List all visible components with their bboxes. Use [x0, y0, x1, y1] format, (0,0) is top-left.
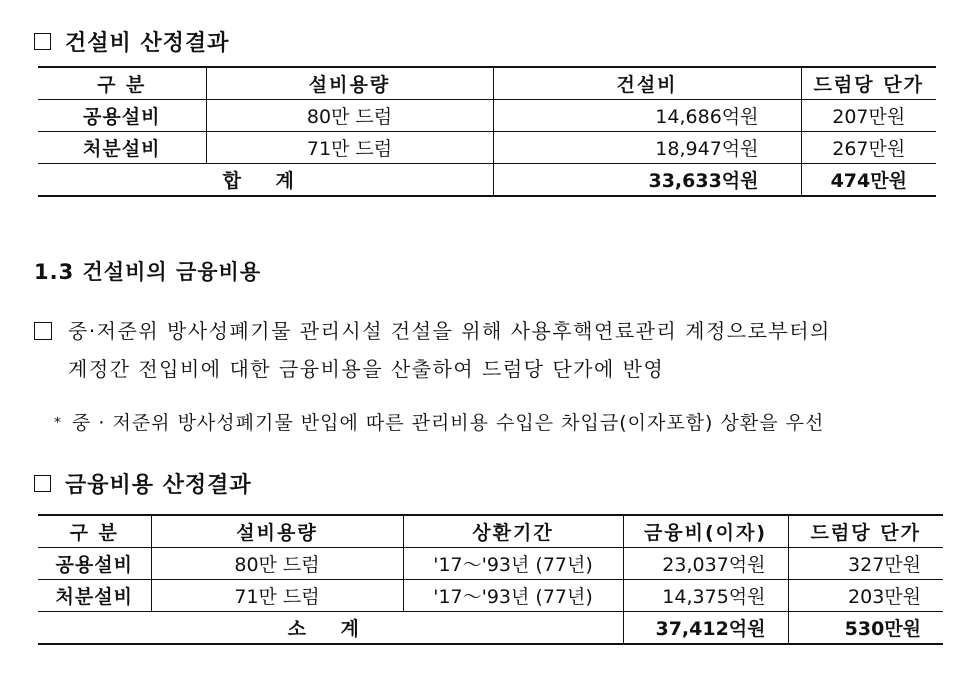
column-header: 설비용량: [206, 67, 493, 100]
section3-heading-text: 금융비용 산정결과: [65, 473, 252, 498]
table-cell: 14,686억원: [493, 100, 801, 132]
table-row: [38, 100, 936, 132]
section-title: 1.3 건설비의 금융비용: [34, 260, 262, 284]
column-header: 상환기간: [403, 515, 623, 548]
table-cell: 71만 드럼: [206, 132, 493, 164]
paragraph-text: 중·저준위 방사성폐기물 관리시설 건설을 위해 사용후핵연료관리 계정으로부터의: [68, 319, 831, 343]
financing-cost-table: [38, 514, 943, 645]
table-row: [38, 132, 936, 164]
paragraph-line: [34, 350, 831, 388]
checkbox-square-icon: [34, 475, 51, 492]
total-unit-price: 530만원: [788, 612, 943, 645]
table-row: [38, 548, 943, 580]
checkbox-square-icon: [34, 322, 52, 340]
paragraph-text: 계정간 전입비에 대한 금융비용을 산출하여 드럼당 단가에 반영: [68, 357, 665, 381]
table-cell: '17～'93년 (77년): [403, 548, 623, 580]
table-row: [38, 580, 943, 612]
table-cell: 203만원: [788, 580, 943, 612]
row-label: 처분설비: [38, 132, 206, 164]
total-unit-price: 474만원: [801, 164, 936, 197]
section3-heading: [34, 468, 252, 499]
column-header: 건설비: [493, 67, 801, 100]
checkbox-square-icon: [34, 33, 51, 50]
table-cell: 71만 드럼: [151, 580, 403, 612]
total-label: 소 계: [38, 612, 623, 645]
row-label: 공용설비: [38, 100, 206, 132]
table-cell: 207만원: [801, 100, 936, 132]
section1-heading-text: 건설비 산정결과: [65, 31, 230, 56]
column-header: 금융비(이자): [623, 515, 788, 548]
row-label: 처분설비: [38, 580, 151, 612]
total-row: [38, 612, 943, 645]
table-cell: 80만 드럼: [206, 100, 493, 132]
table-cell: '17～'93년 (77년): [403, 580, 623, 612]
total-label: 합 계: [38, 164, 493, 197]
asterisk-marker: *: [54, 415, 62, 431]
table-cell: 327만원: [788, 548, 943, 580]
column-header: 구 분: [38, 67, 206, 100]
row-label: 공용설비: [38, 548, 151, 580]
footnote: [54, 408, 824, 435]
table-cell: 18,947억원: [493, 132, 801, 164]
construction-cost-table: [38, 66, 936, 197]
table-cell: 14,375억원: [623, 580, 788, 612]
paragraph: [34, 312, 831, 388]
table-header-row: [38, 515, 943, 548]
total-cost: 37,412억원: [623, 612, 788, 645]
table-cell: 80만 드럼: [151, 548, 403, 580]
table-cell: 267만원: [801, 132, 936, 164]
total-row: [38, 164, 936, 197]
section1-heading: [34, 26, 229, 57]
column-header: 구 분: [38, 515, 151, 548]
table-cell: 23,037억원: [623, 548, 788, 580]
table-header-row: [38, 67, 936, 100]
column-header: 드럼당 단가: [801, 67, 936, 100]
column-header: 설비용량: [151, 515, 403, 548]
total-cost: 33,633억원: [493, 164, 801, 197]
paragraph-line: [34, 312, 831, 350]
column-header: 드럼당 단가: [788, 515, 943, 548]
footnote-text: 중 · 저준위 방사성폐기물 반입에 따른 관리비용 수입은 차입금(이자포함) 상환을 우선: [72, 412, 825, 434]
